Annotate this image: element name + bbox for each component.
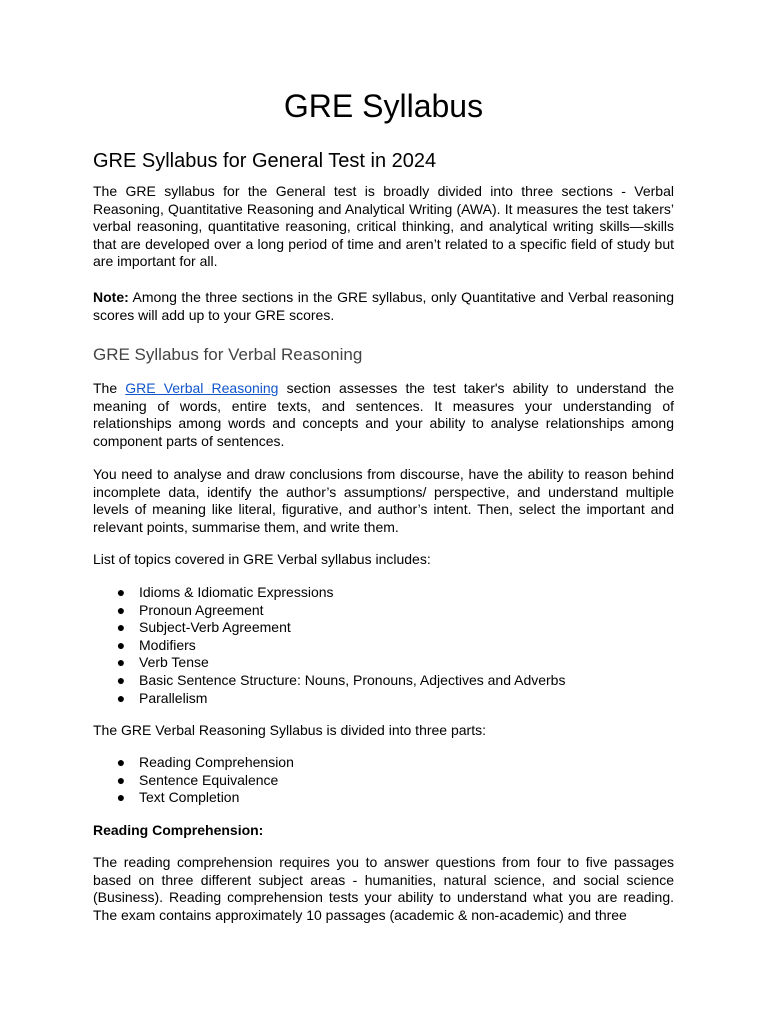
note-label: Note:	[93, 289, 129, 305]
bullet-icon: ●	[116, 689, 126, 706]
bullet-icon: ●	[116, 754, 126, 770]
parts-intro: The GRE Verbal Reasoning Syllabus is divided into three parts:	[93, 722, 486, 738]
parts-list	[93, 754, 294, 807]
list-item: ● Modifiers	[116, 636, 196, 653]
verbal-p1-rest: section assesses the test taker's ability to understand the meaning of words, entire texts, and sentences. It measures your understanding of relationships among words and concepts and your ability to analyse relationships among component parts of sentences.	[93, 380, 674, 449]
bullet-icon: ●	[116, 584, 126, 600]
note-paragraph	[93, 289, 674, 324]
bullet-icon: ●	[116, 601, 126, 618]
bullet-icon: ●	[116, 619, 126, 636]
verbal-paragraph-1	[93, 380, 674, 450]
topics-list	[93, 584, 565, 707]
document-title: GRE Syllabus	[283, 88, 484, 124]
section-heading: GRE Syllabus for General Test in 2024	[93, 150, 437, 172]
bullet-icon: ●	[116, 789, 126, 806]
bullet-icon: ●	[116, 771, 126, 788]
verbal-paragraph-2: You need to analyse and draw conclusions from discourse, have the ability to reason behind incomplete data, identify the author’s assumptions/ perspective, and understand multiple levels of meaning like literal, figurative, and author’s intent. Then, select the important and relevant points, summarise them, and write them.	[93, 466, 674, 535]
list-item: ● Parallelism	[116, 689, 208, 706]
list-item: ● Idioms & Idiomatic Expressions	[116, 584, 334, 600]
verbal-heading: GRE Syllabus for Verbal Reasoning	[93, 345, 363, 364]
list-item: ● Reading Comprehension	[116, 754, 294, 770]
list-item: ● Text Completion	[116, 789, 240, 806]
bullet-icon: ●	[116, 671, 126, 688]
list-item: ● Pronoun Agreement	[116, 601, 264, 618]
note-text: Among the three sections in the GRE syllabus, only Quantitative and Verbal reasoning scores will add up to your GRE scores.	[93, 289, 674, 323]
intro-paragraph: The GRE syllabus for the General test is broadly divided into three sections - Verbal Reasoning, Quantitative Reasoning and Analytical Writing (AWA). It measures the test takers’ verbal reasoning, quantitative reasoning, critical thinking, and analytical writing skills—skills that are developed over a long period of time and aren’t related to a specific field of study but are important for all.	[93, 183, 674, 270]
list-item: ● Verb Tense	[116, 654, 209, 671]
rc-paragraph: The reading comprehension requires you to answer questions from four to five passages based on three different subject areas - humanities, natural science, and social science (Business). Reading comprehension tests your ability to understand what you are reading. The exam contains approximately 10 passages (academic & non-academic) and three	[93, 854, 674, 923]
verbal-p1-start: The	[93, 380, 126, 396]
rc-heading: Reading Comprehension:	[93, 822, 264, 838]
topics-intro: List of topics covered in GRE Verbal syllabus includes:	[93, 551, 431, 567]
list-item: ● Subject-Verb Agreement	[116, 619, 291, 636]
bullet-icon: ●	[116, 636, 126, 653]
gre-verbal-reasoning-link[interactable]: GRE Verbal Reasoning	[125, 380, 279, 396]
list-item: ● Basic Sentence Structure: Nouns, Pronouns, Adjectives and Adverbs	[116, 671, 566, 688]
bullet-icon: ●	[116, 654, 126, 671]
list-item: ● Sentence Equivalence	[116, 771, 279, 788]
